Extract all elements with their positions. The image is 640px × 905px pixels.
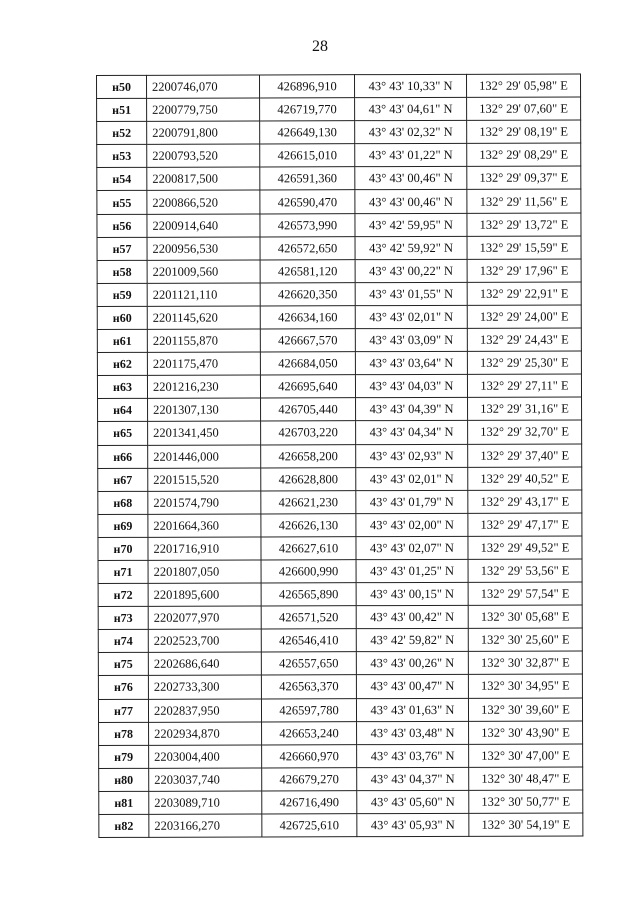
table-row: [97, 236, 581, 261]
point-id-cell: н70: [98, 537, 148, 560]
x-coordinate-cell: 2203166,270: [149, 814, 262, 837]
y-coordinate-cell: 426573,990: [260, 213, 355, 236]
longitude-cell: 132° 29' 11,56" E: [467, 189, 581, 212]
table-row: [98, 467, 582, 492]
longitude-cell: 132° 30' 54,19" E: [469, 813, 583, 836]
point-id-cell: н72: [98, 583, 148, 606]
table-row: [98, 513, 582, 538]
table-row: [97, 351, 581, 376]
point-id-cell: н52: [97, 122, 147, 145]
table-row: [98, 397, 582, 422]
x-coordinate-cell: 2203037,740: [149, 768, 262, 791]
y-coordinate-cell: 426679,270: [262, 767, 357, 790]
y-coordinate-cell: 426621,230: [261, 490, 356, 513]
latitude-cell: 43° 43' 01,22" N: [355, 144, 467, 167]
x-coordinate-cell: 2201307,130: [148, 398, 261, 421]
longitude-cell: 132° 29' 49,52" E: [468, 536, 582, 559]
point-id-cell: н64: [98, 399, 148, 422]
x-coordinate-cell: 2200791,800: [147, 121, 260, 144]
table-row: [98, 559, 582, 584]
longitude-cell: 132° 29' 13,72" E: [467, 213, 581, 236]
point-id-cell: н59: [97, 283, 147, 306]
x-coordinate-cell: 2201341,450: [148, 421, 261, 444]
longitude-cell: 132° 29' 27,11" E: [467, 374, 581, 397]
point-id-cell: н60: [97, 306, 147, 329]
y-coordinate-cell: 426667,570: [260, 329, 355, 352]
x-coordinate-cell: 2203089,710: [149, 791, 262, 814]
longitude-cell: 132° 29' 53,56" E: [468, 559, 582, 582]
point-id-cell: н54: [97, 168, 147, 191]
point-id-cell: н79: [99, 745, 149, 768]
x-coordinate-cell: 2200817,500: [147, 167, 260, 190]
y-coordinate-cell: 426660,970: [262, 744, 357, 767]
table-row: [97, 374, 581, 399]
table-row: [97, 97, 581, 122]
y-coordinate-cell: 426703,220: [261, 421, 356, 444]
table-row: [98, 490, 582, 515]
table-row: [98, 605, 582, 630]
x-coordinate-cell: 2202733,300: [148, 675, 261, 698]
x-coordinate-cell: 2201574,790: [148, 491, 261, 514]
table-row: [97, 74, 581, 99]
longitude-cell: 132° 29' 47,17" E: [468, 513, 582, 536]
point-id-cell: н65: [98, 422, 148, 445]
longitude-cell: 132° 30' 32,87" E: [468, 651, 582, 674]
x-coordinate-cell: 2203004,400: [149, 745, 262, 768]
y-coordinate-cell: 426684,050: [260, 352, 355, 375]
longitude-cell: 132° 30' 43,90" E: [469, 721, 583, 744]
table-row: [97, 213, 581, 238]
latitude-cell: 43° 43' 04,34" N: [356, 421, 468, 444]
latitude-cell: 43° 42' 59,82" N: [356, 629, 468, 652]
table-row: [98, 420, 582, 445]
longitude-cell: 132° 29' 40,52" E: [468, 467, 582, 490]
y-coordinate-cell: 426600,990: [261, 560, 356, 583]
x-coordinate-cell: 2201175,470: [147, 352, 260, 375]
y-coordinate-cell: 426557,650: [261, 652, 356, 675]
longitude-cell: 132° 29' 43,17" E: [468, 490, 582, 513]
longitude-cell: 132° 29' 15,59" E: [467, 236, 581, 259]
point-id-cell: н82: [99, 814, 149, 837]
y-coordinate-cell: 426626,130: [261, 513, 356, 536]
table-row: [98, 674, 582, 699]
latitude-cell: 43° 43' 03,64" N: [355, 351, 467, 374]
y-coordinate-cell: 426653,240: [262, 721, 357, 744]
latitude-cell: 43° 43' 01,63" N: [356, 698, 468, 721]
point-id-cell: н61: [97, 329, 147, 352]
x-coordinate-cell: 2201446,000: [148, 444, 261, 467]
y-coordinate-cell: 426597,780: [261, 698, 356, 721]
latitude-cell: 43° 43' 04,61" N: [355, 97, 467, 120]
latitude-cell: 43° 43' 03,48" N: [357, 721, 469, 744]
latitude-cell: 43° 43' 05,60" N: [357, 790, 469, 813]
table-row: [98, 536, 582, 561]
x-coordinate-cell: 2200914,640: [147, 214, 260, 237]
y-coordinate-cell: 426565,890: [261, 583, 356, 606]
y-coordinate-cell: 426716,490: [262, 791, 357, 814]
latitude-cell: 43° 43' 00,26" N: [356, 652, 468, 675]
point-id-cell: н68: [98, 491, 148, 514]
point-id-cell: н55: [97, 191, 147, 214]
y-coordinate-cell: 426615,010: [260, 144, 355, 167]
longitude-cell: 132° 30' 47,00" E: [469, 744, 583, 767]
point-id-cell: н62: [97, 352, 147, 375]
longitude-cell: 132° 29' 32,70" E: [468, 420, 582, 443]
table-row: [97, 189, 581, 214]
x-coordinate-cell: 2202837,950: [148, 699, 261, 722]
x-coordinate-cell: 2201155,870: [147, 329, 260, 352]
table-row: [97, 143, 581, 168]
longitude-cell: 132° 30' 39,60" E: [468, 698, 582, 721]
latitude-cell: 43° 43' 03,76" N: [357, 744, 469, 767]
y-coordinate-cell: 426896,910: [260, 75, 355, 98]
longitude-cell: 132° 29' 37,40" E: [468, 443, 582, 466]
table-row: [99, 767, 583, 792]
latitude-cell: 43° 43' 00,46" N: [355, 190, 467, 213]
latitude-cell: 43° 43' 02,00" N: [356, 513, 468, 536]
point-id-cell: н67: [98, 468, 148, 491]
y-coordinate-cell: 426719,770: [260, 98, 355, 121]
table-row: [97, 328, 581, 353]
latitude-cell: 43° 43' 05,93" N: [357, 813, 469, 836]
point-id-cell: н76: [98, 676, 148, 699]
x-coordinate-cell: 2200779,750: [147, 98, 260, 121]
longitude-cell: 132° 29' 24,43" E: [467, 328, 581, 351]
longitude-cell: 132° 29' 25,30" E: [467, 351, 581, 374]
table-row: [97, 305, 581, 330]
latitude-cell: 43° 42' 59,92" N: [355, 236, 467, 259]
latitude-cell: 43° 43' 01,25" N: [356, 559, 468, 582]
y-coordinate-cell: 426649,130: [260, 121, 355, 144]
point-id-cell: н77: [98, 699, 148, 722]
table-row: [99, 721, 583, 746]
table-row: [98, 651, 582, 676]
table-row: [99, 813, 583, 838]
point-id-cell: н63: [97, 376, 147, 399]
y-coordinate-cell: 426591,360: [260, 167, 355, 190]
x-coordinate-cell: 2201515,520: [148, 468, 261, 491]
y-coordinate-cell: 426590,470: [260, 190, 355, 213]
y-coordinate-cell: 426571,520: [261, 606, 356, 629]
table-row: [97, 259, 581, 284]
latitude-cell: 43° 43' 00,42" N: [356, 605, 468, 628]
point-id-cell: н80: [99, 768, 149, 791]
latitude-cell: 43° 42' 59,95" N: [355, 213, 467, 236]
point-id-cell: н81: [99, 791, 149, 814]
longitude-cell: 132° 29' 09,37" E: [467, 166, 581, 189]
point-id-cell: н51: [97, 98, 147, 121]
x-coordinate-cell: 2202934,870: [149, 722, 262, 745]
table-row: [99, 744, 583, 769]
x-coordinate-cell: 2201121,110: [147, 283, 260, 306]
y-coordinate-cell: 426725,610: [262, 814, 357, 837]
longitude-cell: 132° 29' 08,19" E: [467, 120, 581, 143]
table-row: [97, 166, 581, 191]
x-coordinate-cell: 2202523,700: [148, 629, 261, 652]
longitude-cell: 132° 30' 25,60" E: [468, 628, 582, 651]
x-coordinate-cell: 2201664,360: [148, 514, 261, 537]
latitude-cell: 43° 43' 03,09" N: [355, 328, 467, 351]
table-row: [98, 582, 582, 607]
table-row: [98, 443, 582, 468]
latitude-cell: 43° 43' 02,07" N: [356, 536, 468, 559]
latitude-cell: 43° 43' 02,32" N: [355, 121, 467, 144]
x-coordinate-cell: 2200746,070: [147, 75, 260, 98]
y-coordinate-cell: 426581,120: [260, 259, 355, 282]
y-coordinate-cell: 426695,640: [260, 375, 355, 398]
point-id-cell: н73: [98, 606, 148, 629]
longitude-cell: 132° 29' 08,29" E: [467, 143, 581, 166]
y-coordinate-cell: 426658,200: [261, 444, 356, 467]
x-coordinate-cell: 2201145,620: [147, 306, 260, 329]
table-row: [98, 628, 582, 653]
point-id-cell: н78: [99, 722, 149, 745]
longitude-cell: 132° 29' 31,16" E: [468, 397, 582, 420]
latitude-cell: 43° 43' 00,47" N: [356, 675, 468, 698]
coordinates-table-body: [97, 74, 583, 838]
latitude-cell: 43° 43' 02,93" N: [356, 444, 468, 467]
y-coordinate-cell: 426572,650: [260, 236, 355, 259]
latitude-cell: 43° 43' 04,37" N: [357, 767, 469, 790]
x-coordinate-cell: 2201216,230: [147, 375, 260, 398]
latitude-cell: 43° 43' 00,15" N: [356, 582, 468, 605]
point-id-cell: н69: [98, 514, 148, 537]
x-coordinate-cell: 2200793,520: [147, 144, 260, 167]
point-id-cell: н71: [98, 560, 148, 583]
latitude-cell: 43° 43' 01,79" N: [356, 490, 468, 513]
point-id-cell: н74: [98, 630, 148, 653]
y-coordinate-cell: 426620,350: [260, 283, 355, 306]
longitude-cell: 132° 30' 50,77" E: [469, 790, 583, 813]
table-row: [99, 790, 583, 815]
y-coordinate-cell: 426563,370: [261, 675, 356, 698]
latitude-cell: 43° 43' 04,03" N: [355, 375, 467, 398]
y-coordinate-cell: 426634,160: [260, 306, 355, 329]
longitude-cell: 132° 29' 24,00" E: [467, 305, 581, 328]
table-row: [98, 698, 582, 723]
latitude-cell: 43° 43' 01,55" N: [355, 282, 467, 305]
x-coordinate-cell: 2202686,640: [148, 652, 261, 675]
x-coordinate-cell: 2201716,910: [148, 537, 261, 560]
latitude-cell: 43° 43' 04,39" N: [356, 398, 468, 421]
y-coordinate-cell: 426546,410: [261, 629, 356, 652]
point-id-cell: н57: [97, 237, 147, 260]
point-id-cell: н58: [97, 260, 147, 283]
point-id-cell: н75: [98, 653, 148, 676]
longitude-cell: 132° 30' 34,95" E: [468, 674, 582, 697]
y-coordinate-cell: 426705,440: [261, 398, 356, 421]
latitude-cell: 43° 43' 00,46" N: [355, 167, 467, 190]
x-coordinate-cell: 2200956,530: [147, 237, 260, 260]
longitude-cell: 132° 30' 05,68" E: [468, 605, 582, 628]
table-row: [97, 120, 581, 145]
longitude-cell: 132° 29' 05,98" E: [466, 74, 580, 97]
longitude-cell: 132° 30' 48,47" E: [469, 767, 583, 790]
table-row: [97, 282, 581, 307]
longitude-cell: 132° 29' 17,96" E: [467, 259, 581, 282]
x-coordinate-cell: 2201807,050: [148, 560, 261, 583]
latitude-cell: 43° 43' 02,01" N: [355, 305, 467, 328]
point-id-cell: н50: [97, 75, 147, 98]
point-id-cell: н53: [97, 145, 147, 168]
page-number: 28: [312, 38, 328, 55]
point-id-cell: н66: [98, 445, 148, 468]
latitude-cell: 43° 43' 00,22" N: [355, 259, 467, 282]
longitude-cell: 132° 29' 07,60" E: [467, 97, 581, 120]
y-coordinate-cell: 426628,800: [261, 467, 356, 490]
longitude-cell: 132° 29' 22,91" E: [467, 282, 581, 305]
x-coordinate-cell: 2201009,560: [147, 260, 260, 283]
longitude-cell: 132° 29' 57,54" E: [468, 582, 582, 605]
x-coordinate-cell: 2201895,600: [148, 583, 261, 606]
y-coordinate-cell: 426627,610: [261, 537, 356, 560]
point-id-cell: н56: [97, 214, 147, 237]
x-coordinate-cell: 2202077,970: [148, 606, 261, 629]
latitude-cell: 43° 43' 02,01" N: [356, 467, 468, 490]
latitude-cell: 43° 43' 10,33" N: [355, 74, 467, 97]
coordinates-table: [96, 73, 583, 838]
x-coordinate-cell: 2200866,520: [147, 190, 260, 213]
